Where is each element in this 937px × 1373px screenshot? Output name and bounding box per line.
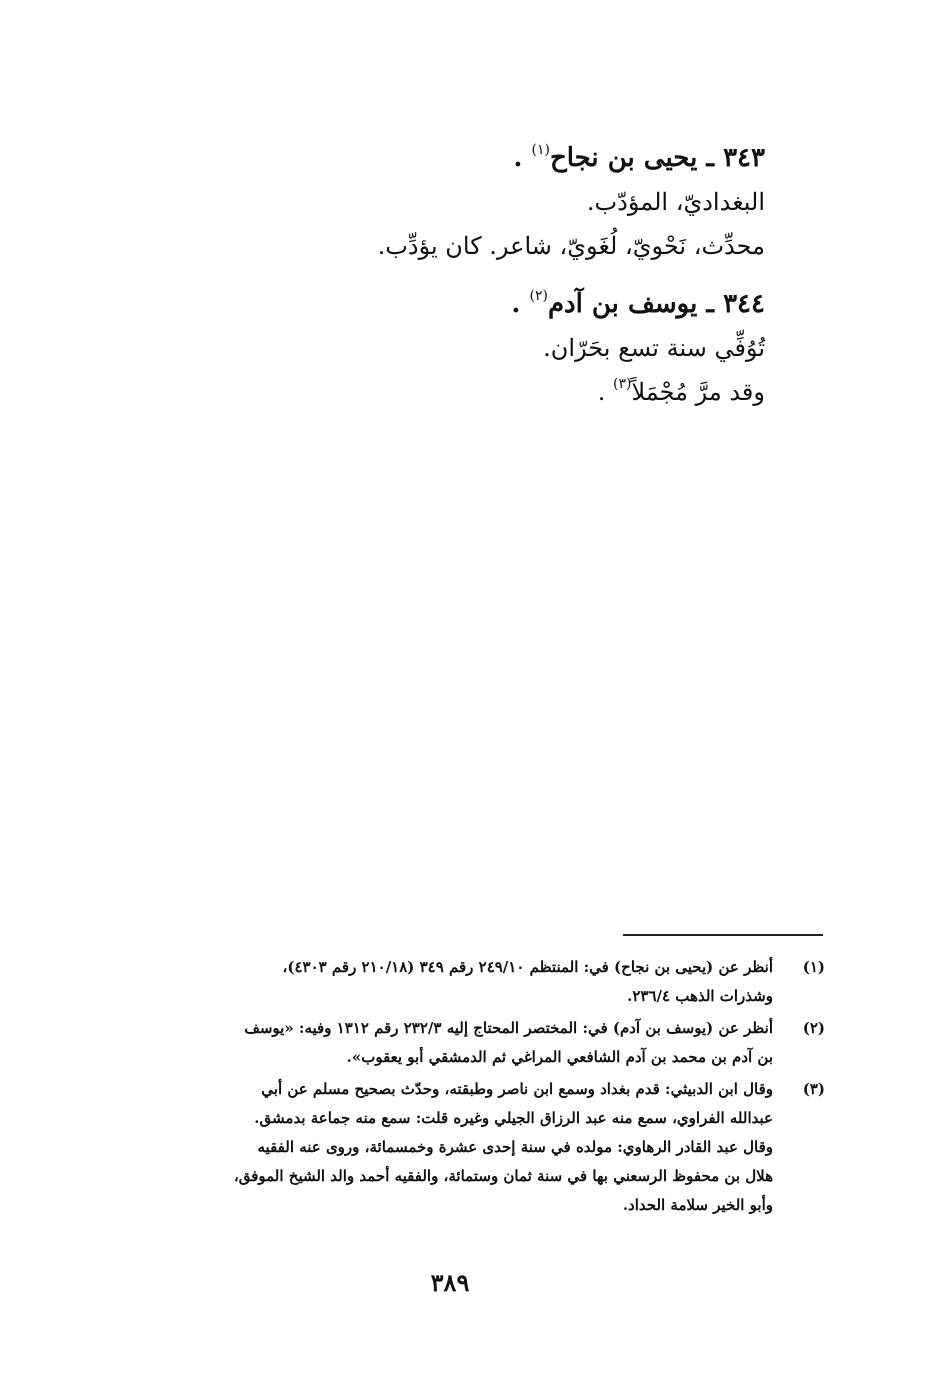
footnote-line: أنظر عن (يحيى بن نجاح) في: المنتظم ٢٤٩/١٠ رقم ٣٤٩ (٢١٠/١٨ رقم ٤٣٠٣)، xyxy=(282,958,773,976)
page-number: ٣٨٩ xyxy=(430,1268,470,1297)
footnotes xyxy=(105,953,825,1223)
footnote-separator xyxy=(623,934,823,936)
entry-344 xyxy=(205,282,765,414)
footnote-line: هلال بن محفوظ الرسعني بها في سنة ثمان وستمائة، والفقيه أحمد والد الشيخ الموفق، xyxy=(233,1167,773,1185)
footnote-text xyxy=(105,1075,773,1220)
footnote-ref: (٣) xyxy=(612,376,632,392)
footnote-line: عبدالله الفراوي، سمع منه عبد الرزاق الجيلي وغيره قلت: سمع منه جماعة بدمشق. xyxy=(254,1109,773,1127)
footnote-line: وأبو الخير سلامة الحداد. xyxy=(622,1196,773,1214)
entry-line: محدِّث، نَحْويّ، لُغَويّ، شاعر. كان يؤدِّب. xyxy=(377,232,765,260)
entry-line: وقد مرَّ مُجْمَلاً$^{(٣)}$ . xyxy=(597,376,765,406)
entry-number: ٣٤٤ xyxy=(723,289,765,319)
footnote-line: وقال ابن الدبيثي: قدم بغداد وسمع ابن ناصر وطبقته، وحدّث بصحيح مسلم عن أبي xyxy=(261,1080,773,1098)
entry-line: تُوُفِّي سنة تسع بحَرّان. xyxy=(543,334,765,362)
footnote-line: أنظر عن (يوسف بن آدم) في: المختصر المحتاج إليه ٢٣٢/٣ رقم ١٣١٢ وفيه: «يوسف xyxy=(244,1019,773,1037)
footnote-number: (٢) xyxy=(802,1019,825,1037)
footnote-number: (٣) xyxy=(802,1080,825,1098)
footnote-line: بن آدم بن محمد بن آدم الشافعي المراغي ثم الدمشقي أبو يعقوب». xyxy=(346,1048,773,1066)
footnote-text xyxy=(105,953,773,1011)
entry-line: البغداديّ، المؤدّب. xyxy=(586,188,765,216)
footnote-2 xyxy=(105,1014,825,1072)
entry-line-text: وقد مرَّ مُجْمَلاً xyxy=(631,378,765,406)
entry-heading: ٣٤٣ ـ يحيى بن نجاح$^{(١)}$ . xyxy=(513,142,765,173)
entry-heading: ٣٤٤ ـ يوسف بن آدم$^{(٢)}$ . xyxy=(511,288,765,319)
footnote-line: وقال عبد القادر الرهاوي: مولده في سنة إحدى عشرة وخمسمائة، وروى عنه الفقيه xyxy=(257,1138,773,1156)
footnote-ref: (١) xyxy=(531,142,550,158)
biography-entries xyxy=(205,136,765,414)
entry-dash: ـ xyxy=(706,289,715,319)
entry-name: يحيى بن نجاح xyxy=(549,143,698,173)
entry-name: يوسف بن آدم xyxy=(547,289,698,319)
entry-343 xyxy=(205,136,765,268)
footnote-ref: (٢) xyxy=(529,288,548,304)
footnote-number: (١) xyxy=(802,958,825,976)
entry-number: ٣٤٣ xyxy=(723,143,765,173)
footnote-line: وشذرات الذهب ٢٣٦/٤. xyxy=(627,987,773,1005)
footnote-1 xyxy=(105,953,825,1011)
footnote-text xyxy=(105,1014,773,1072)
footnote-3 xyxy=(105,1075,825,1220)
entry-dash: ـ xyxy=(706,143,715,173)
